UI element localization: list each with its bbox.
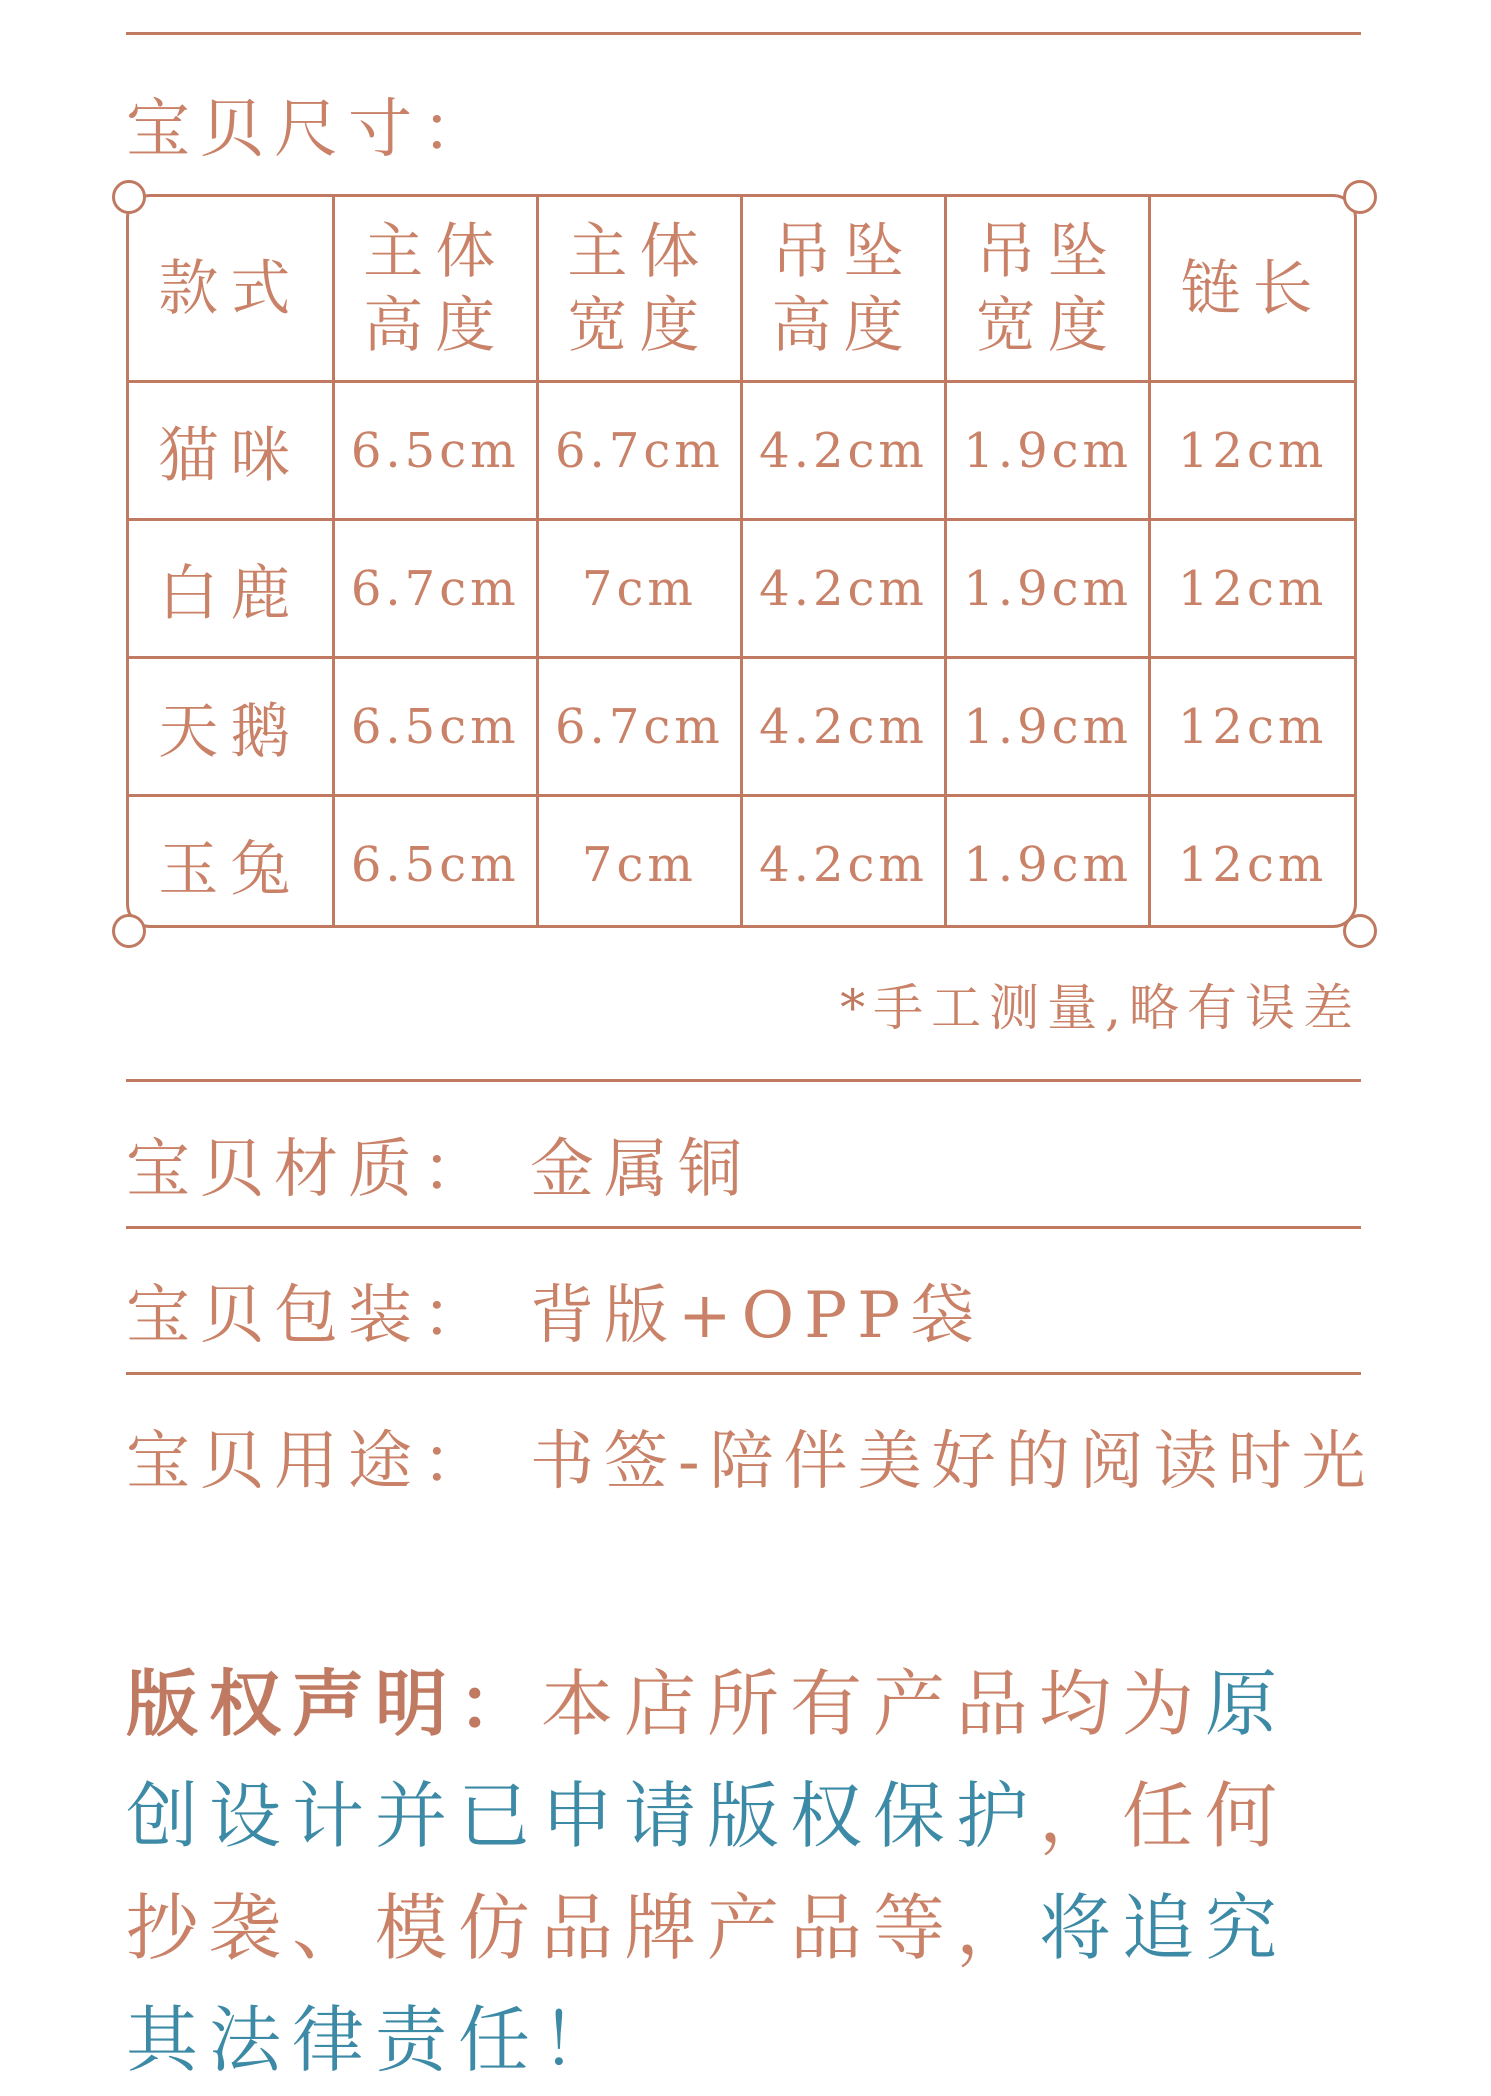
size-table bbox=[126, 194, 1357, 928]
cell-pendant-height: 4.2cm bbox=[741, 796, 945, 929]
material-line bbox=[126, 1118, 752, 1210]
divider bbox=[126, 1079, 1361, 1082]
material-label: 宝贝材质： bbox=[126, 1133, 496, 1207]
frame-corner-notch bbox=[1343, 914, 1377, 948]
copyright-title: 版权声明： bbox=[126, 1661, 542, 1746]
note-text: 手工测量,略有误差 bbox=[873, 979, 1361, 1037]
copyright-highlight-legal: 将追究其法律责任！ bbox=[126, 1886, 1289, 2082]
table-row bbox=[129, 796, 1354, 929]
divider bbox=[126, 1226, 1361, 1229]
top-divider bbox=[126, 32, 1361, 35]
divider bbox=[126, 1372, 1361, 1375]
cell-body-width: 7cm bbox=[537, 520, 741, 658]
cell-body-width: 7cm bbox=[537, 796, 741, 929]
cell-pendant-height: 4.2cm bbox=[741, 520, 945, 658]
cell-pendant-width: 1.9cm bbox=[946, 658, 1150, 796]
cell-pendant-width: 1.9cm bbox=[946, 382, 1150, 520]
copyright-notice bbox=[126, 1648, 1366, 2096]
cell-body-width: 6.7cm bbox=[537, 382, 741, 520]
packaging-line bbox=[126, 1264, 984, 1356]
cell-body-height: 6.7cm bbox=[333, 520, 537, 658]
cell-body-height: 6.5cm bbox=[333, 796, 537, 929]
table-row bbox=[129, 520, 1354, 658]
table-row bbox=[129, 382, 1354, 520]
measurement-note bbox=[840, 968, 1361, 1040]
cell-body-width: 6.7cm bbox=[537, 658, 741, 796]
copyright-part1: 本店所有产品均为 bbox=[541, 1662, 1206, 1746]
frame-corner-notch bbox=[1343, 180, 1377, 214]
cell-chain-length: 12cm bbox=[1150, 520, 1354, 658]
size-label: 宝贝尺寸： bbox=[126, 93, 496, 167]
asterisk-icon: * bbox=[840, 979, 874, 1037]
size-section-title bbox=[126, 78, 496, 170]
material-value: 金属铜 bbox=[530, 1133, 752, 1207]
frame-corner-notch bbox=[112, 914, 146, 948]
usage-label: 宝贝用途： bbox=[126, 1425, 496, 1499]
frame-corner-notch bbox=[112, 180, 146, 214]
header-body-width: 主体 宽度 bbox=[537, 197, 741, 382]
cell-chain-length: 12cm bbox=[1150, 658, 1354, 796]
cell-style: 猫咪 bbox=[129, 382, 333, 520]
packaging-value: 背版+OPP袋 bbox=[530, 1279, 985, 1353]
header-style: 款式 bbox=[129, 197, 333, 382]
cell-style: 天鹅 bbox=[129, 658, 333, 796]
cell-pendant-width: 1.9cm bbox=[946, 796, 1150, 929]
table-row bbox=[129, 658, 1354, 796]
header-body-height: 主体 高度 bbox=[333, 197, 537, 382]
cell-pendant-width: 1.9cm bbox=[946, 520, 1150, 658]
cell-pendant-height: 4.2cm bbox=[741, 658, 945, 796]
cell-style: 白鹿 bbox=[129, 520, 333, 658]
packaging-label: 宝贝包装： bbox=[126, 1279, 496, 1353]
copyright-part3: ，任何抄袭、模仿品牌产品等， bbox=[126, 1774, 1289, 1970]
cell-chain-length: 12cm bbox=[1150, 796, 1354, 929]
usage-line bbox=[126, 1410, 1376, 1502]
cell-body-height: 6.5cm bbox=[333, 658, 537, 796]
cell-pendant-height: 4.2cm bbox=[741, 382, 945, 520]
usage-value: 书签-陪伴美好的阅读时光 bbox=[530, 1425, 1376, 1499]
cell-chain-length: 12cm bbox=[1150, 382, 1354, 520]
table-header-row bbox=[129, 197, 1354, 382]
cell-body-height: 6.5cm bbox=[333, 382, 537, 520]
header-chain-length: 链长 bbox=[1150, 197, 1354, 382]
cell-style: 玉兔 bbox=[129, 796, 333, 929]
copyright-highlight-original: 原创设计并已申请版权保护 bbox=[126, 1662, 1289, 1858]
header-pendant-width: 吊坠 宽度 bbox=[946, 197, 1150, 382]
header-pendant-height: 吊坠 高度 bbox=[741, 197, 945, 382]
